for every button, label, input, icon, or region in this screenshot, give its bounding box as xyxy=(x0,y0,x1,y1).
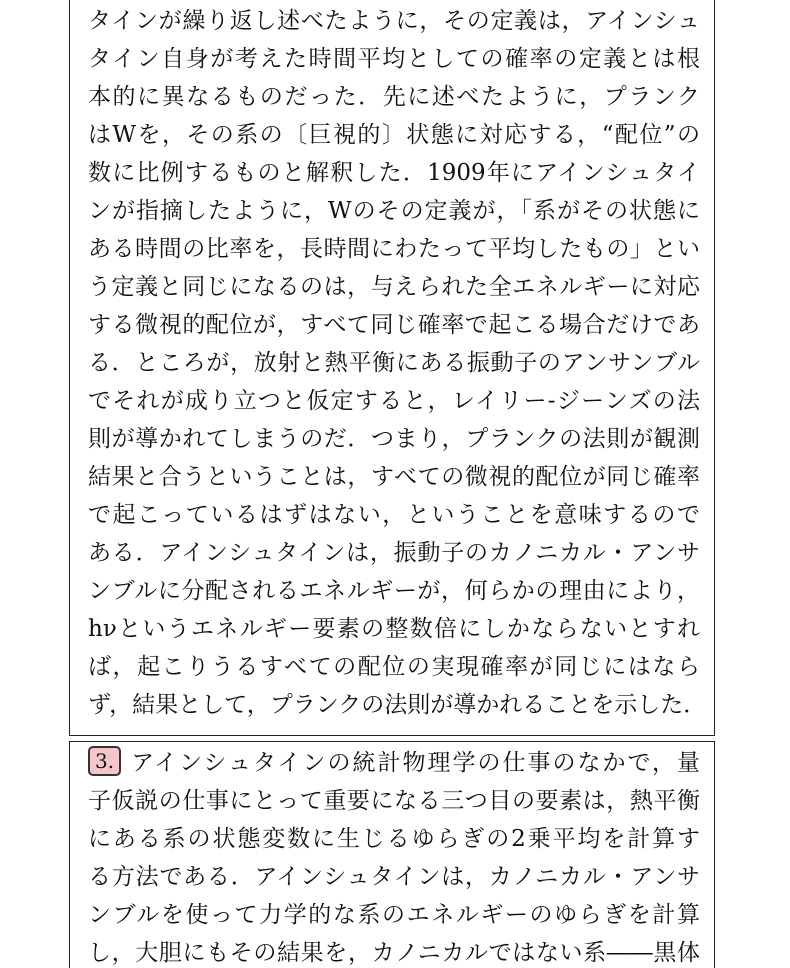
section-number-badge: 3. xyxy=(88,746,121,776)
text-line: ンブルを使って力学的な系のエネルギーのゆらぎを計算 xyxy=(88,902,700,928)
text-line: ンが指摘したように，Wのその定義が，「系がその状態に xyxy=(88,198,700,224)
text-line: る方法である．アインシュタインは，カノニカル・アンサ xyxy=(88,864,700,890)
lower-text-frame xyxy=(69,741,715,968)
text-line: ある．アインシュタインは，振動子のカノニカル・アンサ xyxy=(88,540,700,566)
upper-text-frame xyxy=(69,0,715,736)
text-line: ず，結果として，プランクの法則が導かれることを示した． xyxy=(88,692,707,718)
text-line: ンブルに分配されるエネルギーが，何らかの理由により， xyxy=(88,578,700,604)
text-line: 子仮説の仕事にとって重要になる三つ目の要素は，熱平衡 xyxy=(88,788,700,814)
first-line xyxy=(88,744,700,782)
text-line: する微視的配位が，すべて同じ確率で起こる場合だけであ xyxy=(88,312,700,338)
text-line: ある時間の比率を，長時間にわたって平均したもの」とい xyxy=(88,236,700,262)
text-line: 数に比例するものと解釈した．1909年にアインシュタイ xyxy=(88,160,700,186)
text-line: 則が導かれてしまうのだ．つまり，プランクの法則が観測 xyxy=(88,426,700,452)
text-line: にある系の状態変数に生じるゆらぎの2乗平均を計算す xyxy=(88,826,700,852)
text-line: タインが繰り返し述べたように，その定義は，アインシュ xyxy=(88,8,700,34)
text-line: う定義と同じになるのは，与えられた全エネルギーに対応 xyxy=(88,274,700,300)
text-line: ば，起こりうるすべての配位の実現確率が同じにはなら xyxy=(88,654,700,680)
text-line: で起こっているはずはない，ということを意味するので xyxy=(88,502,700,528)
text-line: る．ところが，放射と熱平衡にある振動子のアンサンブル xyxy=(88,350,700,376)
text-line: はWを，その系の〔巨視的〕状態に対応する，“配位”の xyxy=(88,122,700,148)
text-line: タイン自身が考えた時間平均としての確率の定義とは根 xyxy=(88,46,700,72)
text-line: アインシュタインの統計物理学の仕事のなかで，量 xyxy=(129,750,700,776)
text-line: hνというエネルギー要素の整数倍にしかならないとすれ xyxy=(88,616,700,642)
text-line: し，大胆にもその結果を，カノニカルではない系――黒体 xyxy=(88,940,700,966)
text-line: でそれが成り立つと仮定すると，レイリー‐ジーンズの法 xyxy=(88,388,700,414)
text-line: 本的に異なるものだった．先に述べたように，プランク xyxy=(88,84,700,110)
text-line: 結果と合うということは，すべての微視的配位が同じ確率 xyxy=(88,464,700,490)
